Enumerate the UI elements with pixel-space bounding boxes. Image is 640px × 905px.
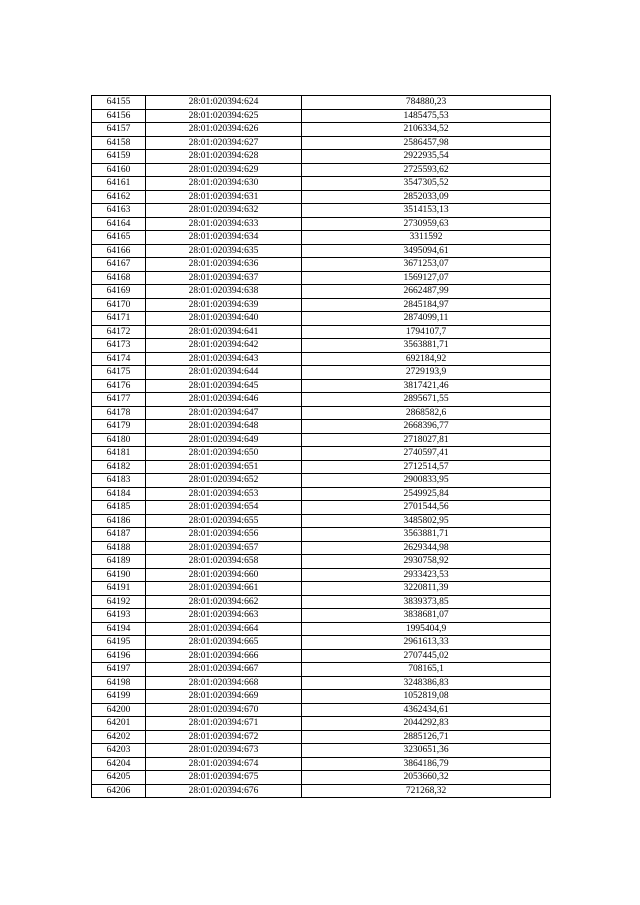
table-row — [92, 636, 551, 650]
cadastral-value-table — [91, 95, 551, 798]
table-row — [92, 555, 551, 569]
row-number-cell: 64181 — [92, 447, 146, 461]
table-row — [92, 352, 551, 366]
row-number-cell: 64196 — [92, 649, 146, 663]
row-number-cell: 64185 — [92, 501, 146, 515]
row-number-cell: 64183 — [92, 474, 146, 488]
value-cell: 3839373,85 — [302, 595, 551, 609]
row-number-cell: 64187 — [92, 528, 146, 542]
row-number-cell: 64182 — [92, 460, 146, 474]
cadastral-number-cell: 28:01:020394:626 — [146, 123, 302, 137]
value-cell: 3485802,95 — [302, 514, 551, 528]
table-row — [92, 123, 551, 137]
row-number-cell: 64169 — [92, 285, 146, 299]
row-number-cell: 64166 — [92, 244, 146, 258]
row-number-cell: 64177 — [92, 393, 146, 407]
cadastral-number-cell: 28:01:020394:632 — [146, 204, 302, 218]
table-row — [92, 649, 551, 663]
value-cell: 2668396,77 — [302, 420, 551, 434]
value-cell: 2729193,9 — [302, 366, 551, 380]
cadastral-number-cell: 28:01:020394:628 — [146, 150, 302, 164]
row-number-cell: 64192 — [92, 595, 146, 609]
value-cell: 3671253,07 — [302, 258, 551, 272]
table-row — [92, 447, 551, 461]
value-cell: 2740597,41 — [302, 447, 551, 461]
row-number-cell: 64156 — [92, 109, 146, 123]
row-number-cell: 64189 — [92, 555, 146, 569]
value-cell: 1995404,9 — [302, 622, 551, 636]
row-number-cell: 64195 — [92, 636, 146, 650]
value-cell: 2718027,81 — [302, 433, 551, 447]
value-cell: 2053660,32 — [302, 771, 551, 785]
table-row — [92, 690, 551, 704]
table-row — [92, 285, 551, 299]
table-row — [92, 325, 551, 339]
value-cell: 2922935,54 — [302, 150, 551, 164]
value-cell: 3248386,83 — [302, 676, 551, 690]
cadastral-number-cell: 28:01:020394:637 — [146, 271, 302, 285]
row-number-cell: 64193 — [92, 609, 146, 623]
cadastral-number-cell: 28:01:020394:633 — [146, 217, 302, 231]
table-row — [92, 717, 551, 731]
cadastral-number-cell: 28:01:020394:631 — [146, 190, 302, 204]
table-row — [92, 730, 551, 744]
table-row — [92, 271, 551, 285]
table-row — [92, 420, 551, 434]
row-number-cell: 64200 — [92, 703, 146, 717]
cadastral-number-cell: 28:01:020394:640 — [146, 312, 302, 326]
table-row — [92, 244, 551, 258]
value-cell: 721268,32 — [302, 784, 551, 798]
value-cell: 2868582,6 — [302, 406, 551, 420]
cadastral-number-cell: 28:01:020394:642 — [146, 339, 302, 353]
cadastral-number-cell: 28:01:020394:664 — [146, 622, 302, 636]
cadastral-number-cell: 28:01:020394:625 — [146, 109, 302, 123]
cadastral-number-cell: 28:01:020394:665 — [146, 636, 302, 650]
cadastral-number-cell: 28:01:020394:660 — [146, 568, 302, 582]
row-number-cell: 64198 — [92, 676, 146, 690]
table-row — [92, 217, 551, 231]
cadastral-number-cell: 28:01:020394:643 — [146, 352, 302, 366]
cadastral-number-cell: 28:01:020394:650 — [146, 447, 302, 461]
value-cell: 2933423,53 — [302, 568, 551, 582]
row-number-cell: 64174 — [92, 352, 146, 366]
value-cell: 3547305,52 — [302, 177, 551, 191]
value-cell: 2845184,97 — [302, 298, 551, 312]
value-cell: 2930758,92 — [302, 555, 551, 569]
cadastral-number-cell: 28:01:020394:644 — [146, 366, 302, 380]
value-cell: 2961613,33 — [302, 636, 551, 650]
cadastral-number-cell: 28:01:020394:672 — [146, 730, 302, 744]
value-cell: 3838681,07 — [302, 609, 551, 623]
cadastral-number-cell: 28:01:020394:657 — [146, 541, 302, 555]
value-cell: 4362434,61 — [302, 703, 551, 717]
row-number-cell: 64158 — [92, 136, 146, 150]
cadastral-number-cell: 28:01:020394:661 — [146, 582, 302, 596]
cadastral-number-cell: 28:01:020394:649 — [146, 433, 302, 447]
row-number-cell: 64197 — [92, 663, 146, 677]
table-row — [92, 744, 551, 758]
value-cell: 1569127,07 — [302, 271, 551, 285]
row-number-cell: 64206 — [92, 784, 146, 798]
table-row — [92, 231, 551, 245]
row-number-cell: 64175 — [92, 366, 146, 380]
row-number-cell: 64165 — [92, 231, 146, 245]
cadastral-number-cell: 28:01:020394:662 — [146, 595, 302, 609]
row-number-cell: 64186 — [92, 514, 146, 528]
cadastral-number-cell: 28:01:020394:655 — [146, 514, 302, 528]
table-row — [92, 204, 551, 218]
value-cell: 2662487,99 — [302, 285, 551, 299]
table-row — [92, 109, 551, 123]
table-row — [92, 663, 551, 677]
table-row — [92, 487, 551, 501]
cadastral-number-cell: 28:01:020394:671 — [146, 717, 302, 731]
table-row — [92, 379, 551, 393]
cadastral-number-cell: 28:01:020394:673 — [146, 744, 302, 758]
value-cell: 3495094,61 — [302, 244, 551, 258]
cadastral-number-cell: 28:01:020394:648 — [146, 420, 302, 434]
cadastral-number-cell: 28:01:020394:641 — [146, 325, 302, 339]
table-row — [92, 366, 551, 380]
table-row — [92, 298, 551, 312]
value-cell: 3230651,36 — [302, 744, 551, 758]
value-cell: 3514153,13 — [302, 204, 551, 218]
value-cell: 692184,92 — [302, 352, 551, 366]
cadastral-number-cell: 28:01:020394:670 — [146, 703, 302, 717]
value-cell: 2730959,63 — [302, 217, 551, 231]
row-number-cell: 64191 — [92, 582, 146, 596]
cadastral-number-cell: 28:01:020394:635 — [146, 244, 302, 258]
cadastral-number-cell: 28:01:020394:656 — [146, 528, 302, 542]
row-number-cell: 64176 — [92, 379, 146, 393]
value-cell: 3864186,79 — [302, 757, 551, 771]
row-number-cell: 64199 — [92, 690, 146, 704]
table-row — [92, 177, 551, 191]
cadastral-number-cell: 28:01:020394:675 — [146, 771, 302, 785]
cadastral-number-cell: 28:01:020394:658 — [146, 555, 302, 569]
cadastral-number-cell: 28:01:020394:629 — [146, 163, 302, 177]
row-number-cell: 64188 — [92, 541, 146, 555]
table-row — [92, 703, 551, 717]
table-row — [92, 433, 551, 447]
cadastral-number-cell: 28:01:020394:676 — [146, 784, 302, 798]
table-row — [92, 582, 551, 596]
table-row — [92, 784, 551, 798]
row-number-cell: 64194 — [92, 622, 146, 636]
table-row — [92, 568, 551, 582]
value-cell: 2044292,83 — [302, 717, 551, 731]
value-cell: 784880,23 — [302, 96, 551, 110]
row-number-cell: 64184 — [92, 487, 146, 501]
value-cell: 2106334,52 — [302, 123, 551, 137]
cadastral-number-cell: 28:01:020394:666 — [146, 649, 302, 663]
value-cell: 2874099,11 — [302, 312, 551, 326]
table-row — [92, 96, 551, 110]
table-row — [92, 190, 551, 204]
cadastral-number-cell: 28:01:020394:646 — [146, 393, 302, 407]
cadastral-number-cell: 28:01:020394:654 — [146, 501, 302, 515]
value-cell: 2549925,84 — [302, 487, 551, 501]
cadastral-number-cell: 28:01:020394:636 — [146, 258, 302, 272]
row-number-cell: 64172 — [92, 325, 146, 339]
table-row — [92, 757, 551, 771]
row-number-cell: 64202 — [92, 730, 146, 744]
value-cell: 3220811,39 — [302, 582, 551, 596]
cadastral-number-cell: 28:01:020394:645 — [146, 379, 302, 393]
table-row — [92, 339, 551, 353]
table-row — [92, 460, 551, 474]
row-number-cell: 64171 — [92, 312, 146, 326]
table-row — [92, 150, 551, 164]
value-cell: 708165,1 — [302, 663, 551, 677]
value-cell: 2712514,57 — [302, 460, 551, 474]
cadastral-number-cell: 28:01:020394:668 — [146, 676, 302, 690]
cadastral-number-cell: 28:01:020394:663 — [146, 609, 302, 623]
cadastral-number-cell: 28:01:020394:638 — [146, 285, 302, 299]
row-number-cell: 64201 — [92, 717, 146, 731]
cadastral-number-cell: 28:01:020394:634 — [146, 231, 302, 245]
row-number-cell: 64190 — [92, 568, 146, 582]
value-cell: 3563881,71 — [302, 339, 551, 353]
table-row — [92, 609, 551, 623]
cadastral-number-cell: 28:01:020394:667 — [146, 663, 302, 677]
cadastral-number-cell: 28:01:020394:674 — [146, 757, 302, 771]
table-row — [92, 406, 551, 420]
value-cell: 2885126,71 — [302, 730, 551, 744]
value-cell: 2586457,98 — [302, 136, 551, 150]
cadastral-number-cell: 28:01:020394:653 — [146, 487, 302, 501]
row-number-cell: 64178 — [92, 406, 146, 420]
value-cell: 2900833,95 — [302, 474, 551, 488]
table-body — [92, 96, 551, 798]
value-cell: 3563881,71 — [302, 528, 551, 542]
table-row — [92, 163, 551, 177]
value-cell: 2707445,02 — [302, 649, 551, 663]
table-row — [92, 595, 551, 609]
table-row — [92, 258, 551, 272]
value-cell: 1794107,7 — [302, 325, 551, 339]
value-cell: 2701544,56 — [302, 501, 551, 515]
row-number-cell: 64204 — [92, 757, 146, 771]
row-number-cell: 64163 — [92, 204, 146, 218]
table-row — [92, 622, 551, 636]
table-row — [92, 474, 551, 488]
row-number-cell: 64170 — [92, 298, 146, 312]
row-number-cell: 64162 — [92, 190, 146, 204]
value-cell: 3311592 — [302, 231, 551, 245]
row-number-cell: 64180 — [92, 433, 146, 447]
cadastral-number-cell: 28:01:020394:669 — [146, 690, 302, 704]
row-number-cell: 64173 — [92, 339, 146, 353]
cadastral-number-cell: 28:01:020394:639 — [146, 298, 302, 312]
row-number-cell: 64157 — [92, 123, 146, 137]
table-row — [92, 136, 551, 150]
row-number-cell: 64179 — [92, 420, 146, 434]
cadastral-number-cell: 28:01:020394:647 — [146, 406, 302, 420]
row-number-cell: 64159 — [92, 150, 146, 164]
cadastral-number-cell: 28:01:020394:651 — [146, 460, 302, 474]
row-number-cell: 64161 — [92, 177, 146, 191]
value-cell: 1485475,53 — [302, 109, 551, 123]
value-cell: 2725593,62 — [302, 163, 551, 177]
table-row — [92, 393, 551, 407]
row-number-cell: 64168 — [92, 271, 146, 285]
row-number-cell: 64167 — [92, 258, 146, 272]
row-number-cell: 64160 — [92, 163, 146, 177]
table-row — [92, 771, 551, 785]
table-row — [92, 528, 551, 542]
table-row — [92, 501, 551, 515]
cadastral-number-cell: 28:01:020394:630 — [146, 177, 302, 191]
row-number-cell: 64203 — [92, 744, 146, 758]
value-cell: 2895671,55 — [302, 393, 551, 407]
cadastral-number-cell: 28:01:020394:624 — [146, 96, 302, 110]
table-row — [92, 541, 551, 555]
table-row — [92, 312, 551, 326]
cadastral-number-cell: 28:01:020394:652 — [146, 474, 302, 488]
row-number-cell: 64155 — [92, 96, 146, 110]
row-number-cell: 64164 — [92, 217, 146, 231]
value-cell: 1052819,08 — [302, 690, 551, 704]
table-row — [92, 676, 551, 690]
cadastral-number-cell: 28:01:020394:627 — [146, 136, 302, 150]
row-number-cell: 64205 — [92, 771, 146, 785]
value-cell: 2629344,98 — [302, 541, 551, 555]
table-row — [92, 514, 551, 528]
value-cell: 3817421,46 — [302, 379, 551, 393]
value-cell: 2852033,09 — [302, 190, 551, 204]
